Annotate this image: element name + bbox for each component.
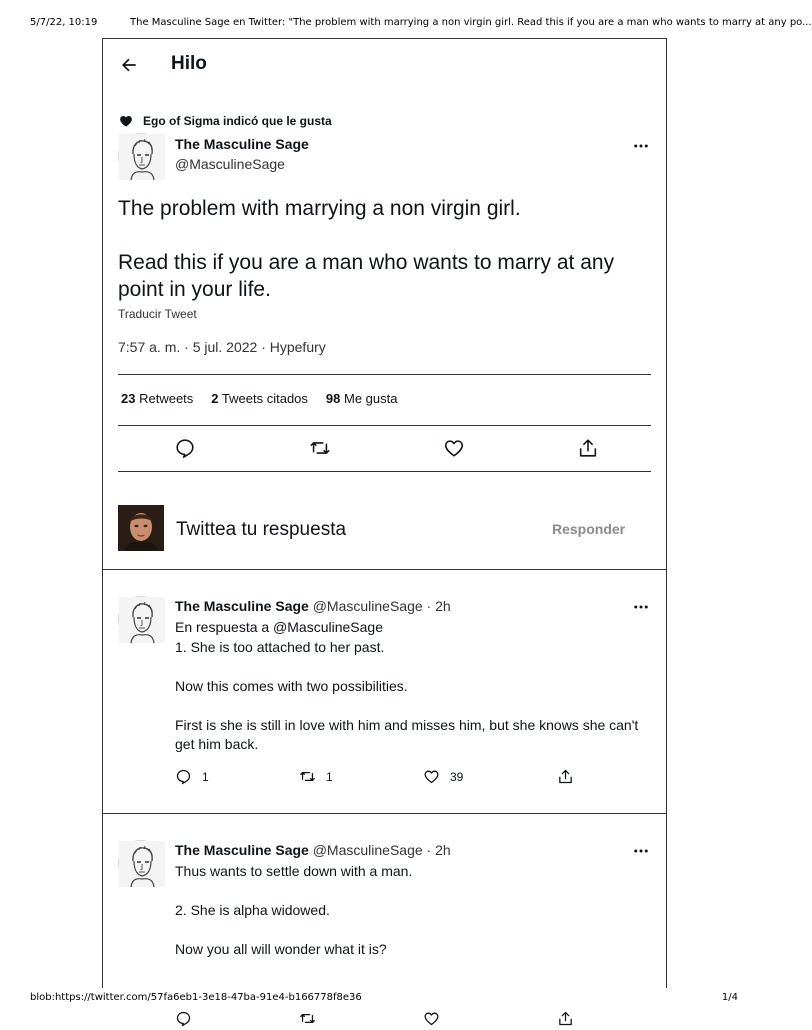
social-context[interactable] bbox=[119, 113, 332, 129]
reply-input[interactable]: Twittea tu respuesta bbox=[176, 519, 347, 540]
reply-icon bbox=[175, 1010, 192, 1027]
share-action[interactable] bbox=[557, 1010, 584, 1027]
reply-icon bbox=[175, 768, 192, 785]
tweet-action-bar bbox=[118, 436, 651, 462]
author-meta[interactable]: @MasculineSage · 2h bbox=[312, 842, 451, 858]
retweets-stat[interactable]: 23 Retweets bbox=[121, 391, 194, 406]
divider bbox=[118, 471, 651, 472]
thread-panel bbox=[102, 38, 667, 988]
author-meta[interactable]: @MasculineSage · 2h bbox=[312, 598, 451, 614]
print-footer bbox=[30, 992, 738, 1006]
author-name[interactable]: The Masculine Sage bbox=[175, 842, 309, 858]
reply-to-label[interactable]: En respuesta a @MasculineSage bbox=[175, 619, 383, 635]
like-icon[interactable] bbox=[443, 437, 465, 459]
share-icon bbox=[557, 1010, 574, 1027]
social-context-label: Ego of Sigma indicó que le gusta bbox=[143, 114, 332, 128]
share-icon[interactable] bbox=[577, 437, 599, 459]
like-action[interactable] bbox=[423, 768, 463, 785]
print-page-title: The Masculine Sage en Twitter: "The problem with marrying a non virgin girl. Read this if you are a man who wants to marry at any po... bbox=[130, 17, 812, 28]
divider bbox=[103, 813, 666, 814]
reply-action[interactable] bbox=[175, 1010, 202, 1027]
retweet-icon[interactable] bbox=[309, 437, 331, 459]
reply-action[interactable] bbox=[175, 768, 209, 785]
share-action[interactable] bbox=[557, 768, 584, 785]
like-icon bbox=[423, 768, 440, 785]
reply-paragraph: First is she is still in love with him and misses him, but she knows she can't get him back. bbox=[175, 716, 639, 752]
reply-paragraph: 1. She is too attached to her past. bbox=[175, 638, 385, 655]
sketch-portrait-icon bbox=[119, 841, 165, 887]
current-user-avatar[interactable] bbox=[118, 505, 164, 551]
reply-header bbox=[175, 842, 451, 858]
reply-paragraph: 2. She is alpha widowed. bbox=[175, 902, 330, 918]
author-avatar[interactable] bbox=[118, 596, 164, 642]
author-avatar[interactable] bbox=[118, 133, 164, 179]
retweet-action[interactable] bbox=[299, 768, 333, 785]
tweet-text-line: Read this if you are a man who wants to marry at any point in your life. bbox=[118, 251, 615, 301]
reply-paragraph: Thus wants to settle down with a man. bbox=[175, 863, 413, 879]
reply-icon[interactable] bbox=[174, 437, 196, 459]
divider bbox=[118, 374, 651, 375]
retweet-count: 1 bbox=[326, 769, 333, 784]
sketch-portrait-icon bbox=[119, 597, 165, 643]
reply-header bbox=[175, 598, 451, 614]
divider bbox=[118, 425, 651, 426]
like-icon bbox=[423, 1010, 440, 1027]
retweet-icon bbox=[299, 1010, 316, 1027]
author-name[interactable]: The Masculine Sage bbox=[175, 136, 309, 152]
share-icon bbox=[557, 768, 574, 785]
author-handle[interactable]: @MasculineSage bbox=[175, 156, 285, 172]
page-title: Hilo bbox=[171, 53, 207, 74]
tweet-text-line: The problem with marrying a non virgin girl. bbox=[118, 197, 521, 220]
tweet-stats bbox=[121, 391, 416, 406]
reply-count: 1 bbox=[202, 769, 209, 784]
reply-body bbox=[175, 618, 655, 755]
print-header bbox=[30, 17, 812, 31]
reply-paragraph: Now this comes with two possibilities. bbox=[175, 677, 408, 694]
author-avatar[interactable] bbox=[118, 840, 164, 886]
more-options-icon[interactable] bbox=[632, 842, 650, 860]
thread-header bbox=[103, 39, 666, 91]
heart-filled-icon bbox=[119, 114, 133, 128]
sketch-portrait-icon bbox=[119, 134, 165, 180]
tweet-timestamp[interactable]: 7:57 a. m. · 5 jul. 2022 · Hypefury bbox=[118, 339, 326, 355]
reply-body bbox=[175, 862, 655, 960]
author-name[interactable]: The Masculine Sage bbox=[175, 598, 309, 614]
more-options-icon[interactable] bbox=[632, 137, 650, 155]
likes-stat[interactable]: 98 Me gusta bbox=[325, 391, 398, 406]
retweet-action[interactable] bbox=[299, 1010, 326, 1027]
quotes-stat[interactable]: 2 Tweets citados bbox=[211, 391, 308, 406]
arrow-left-icon[interactable] bbox=[119, 55, 139, 75]
like-count: 39 bbox=[450, 769, 464, 784]
tweet-text bbox=[118, 195, 648, 303]
print-date: 5/7/22, 10:19 bbox=[30, 17, 98, 28]
divider bbox=[103, 569, 666, 570]
retweet-icon bbox=[299, 768, 316, 785]
more-options-icon[interactable] bbox=[632, 598, 650, 616]
user-photo-icon bbox=[118, 505, 164, 551]
reply-action-bar bbox=[175, 768, 595, 788]
reply-paragraph: Now you all will wonder what it is? bbox=[175, 941, 387, 957]
reply-button[interactable]: Responder bbox=[552, 521, 626, 537]
reply-action-bar bbox=[175, 1010, 595, 1030]
like-action[interactable] bbox=[423, 1010, 450, 1027]
print-page-number: 1/4 bbox=[721, 992, 738, 1003]
print-url: blob:https://twitter.com/57fa6eb1-3e18-47ba-91e4-b166778f8e36 bbox=[30, 992, 362, 1003]
translate-link[interactable]: Traducir Tweet bbox=[118, 307, 197, 321]
